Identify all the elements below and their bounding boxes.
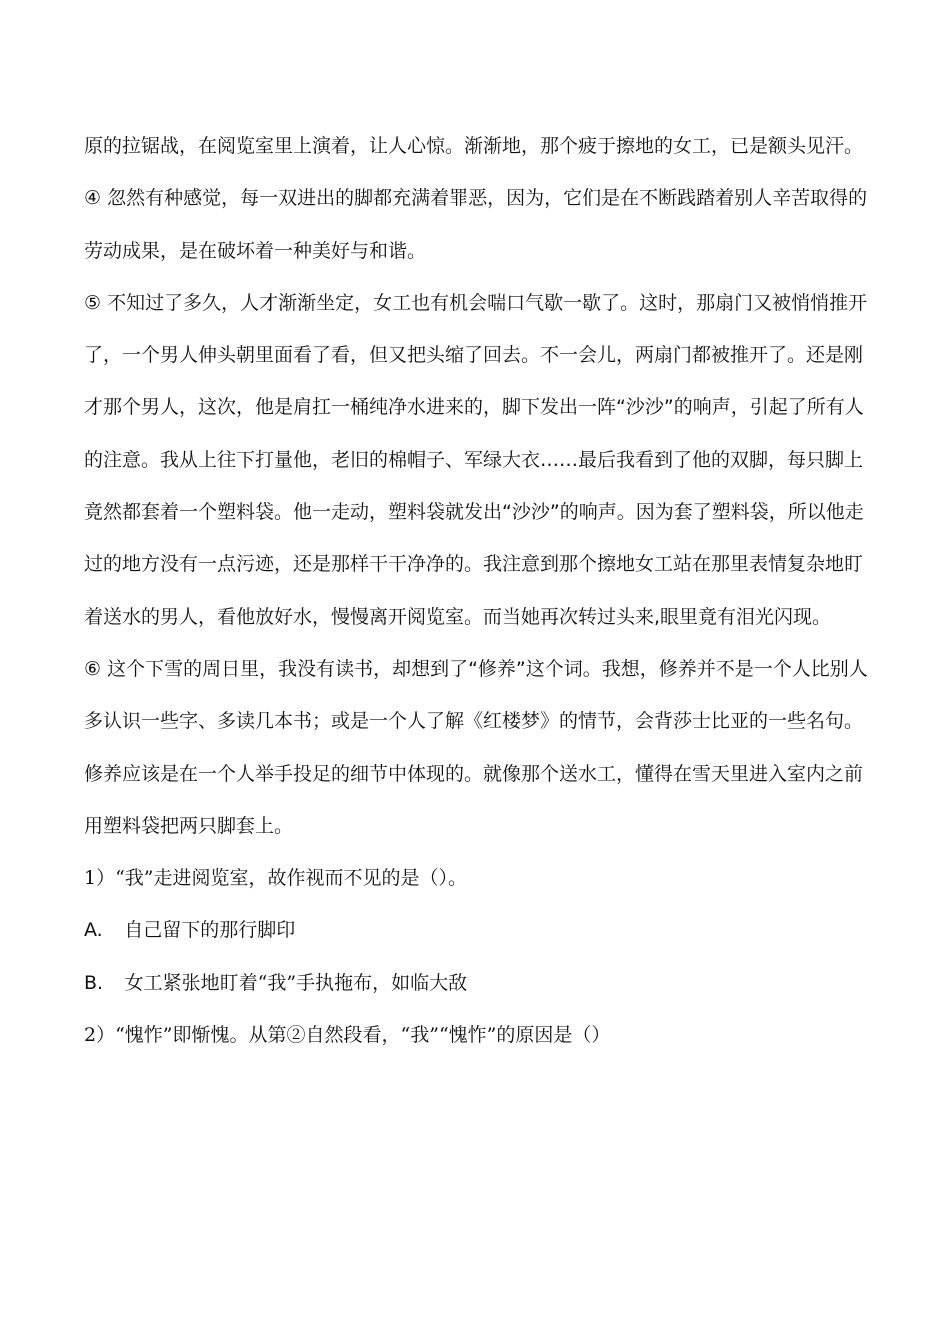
paragraph-6: ⑥ 这个下雪的周日里，我没有读书，却想到了“修养”这个词。我想，修养并不是一个人比别人多认识一些字、多读几本书；或是一个人了解《红楼梦》的情节，会背莎士比亚的一些名句。修养应该是在一个人举手投足的细节中体现的。就像那个送水工，懂得在雪天里进入室内之前用塑料袋把两只脚套上。 [84,657,868,837]
question-2-stem: 2）“愧怍”即惭愧。从第②自然段看，“我”“愧怍”的原因是（） [84,1024,611,1047]
paragraph-3-continuation: 原的拉锯战，在阅览室里上演着，让人心惊。渐渐地，那个疲于擦地的女工，已是额头见汗。 [84,135,864,157]
question-1-stem: 1）“我”走进阅览室，故作视而不见的是（）。 [84,867,468,890]
paragraph-5: ⑤ 不知过了多久，人才渐渐坐定，女工也有机会喘口气歇一歇了。这时，那扇门又被悄悄推开了，一个男人伸头朝里面看了看，但又把头缩了回去。不一会儿，两扇门都被推开了。还是刚才那个男人，这次，他是肩扛一桶纯净水进来的，脚下发出一阵“沙沙”的响声，引起了所有人的注意。我从上往下打量他，老旧的棉帽子、军绿大衣……最后我看到了他的双脚，每只脚上竟然都套着一个塑料袋。他一走动，塑料袋就发出“沙沙”的响声。因为套了塑料袋，所以他走过的地方没有一点污迹，还是那样干干净净的。我注意到那个擦地女工站在那里表情复杂地盯着送水的男人，看他放好水，慢慢离开阅览室。而当她再次转过头来,眼里竟有泪光闪现。 [84,291,868,628]
question-1-option-a [84,904,874,956]
option-b-label: B. [84,971,104,994]
paragraph-4: ④ 忽然有种感觉，每一双进出的脚都充满着罪恶，因为，它们是在不断践踏着别人辛苦取得的劳动成果，是在破坏着一种美好与和谐。 [84,187,868,262]
reading-passage [84,120,874,1061]
question-1-option-b [84,957,874,1009]
option-a-text: 自己留下的那行脚印 [124,919,296,942]
option-a-label: A. [84,919,103,942]
option-b-text: 女工紧张地盯着“我”手执拖布，如临大敌 [124,971,468,994]
